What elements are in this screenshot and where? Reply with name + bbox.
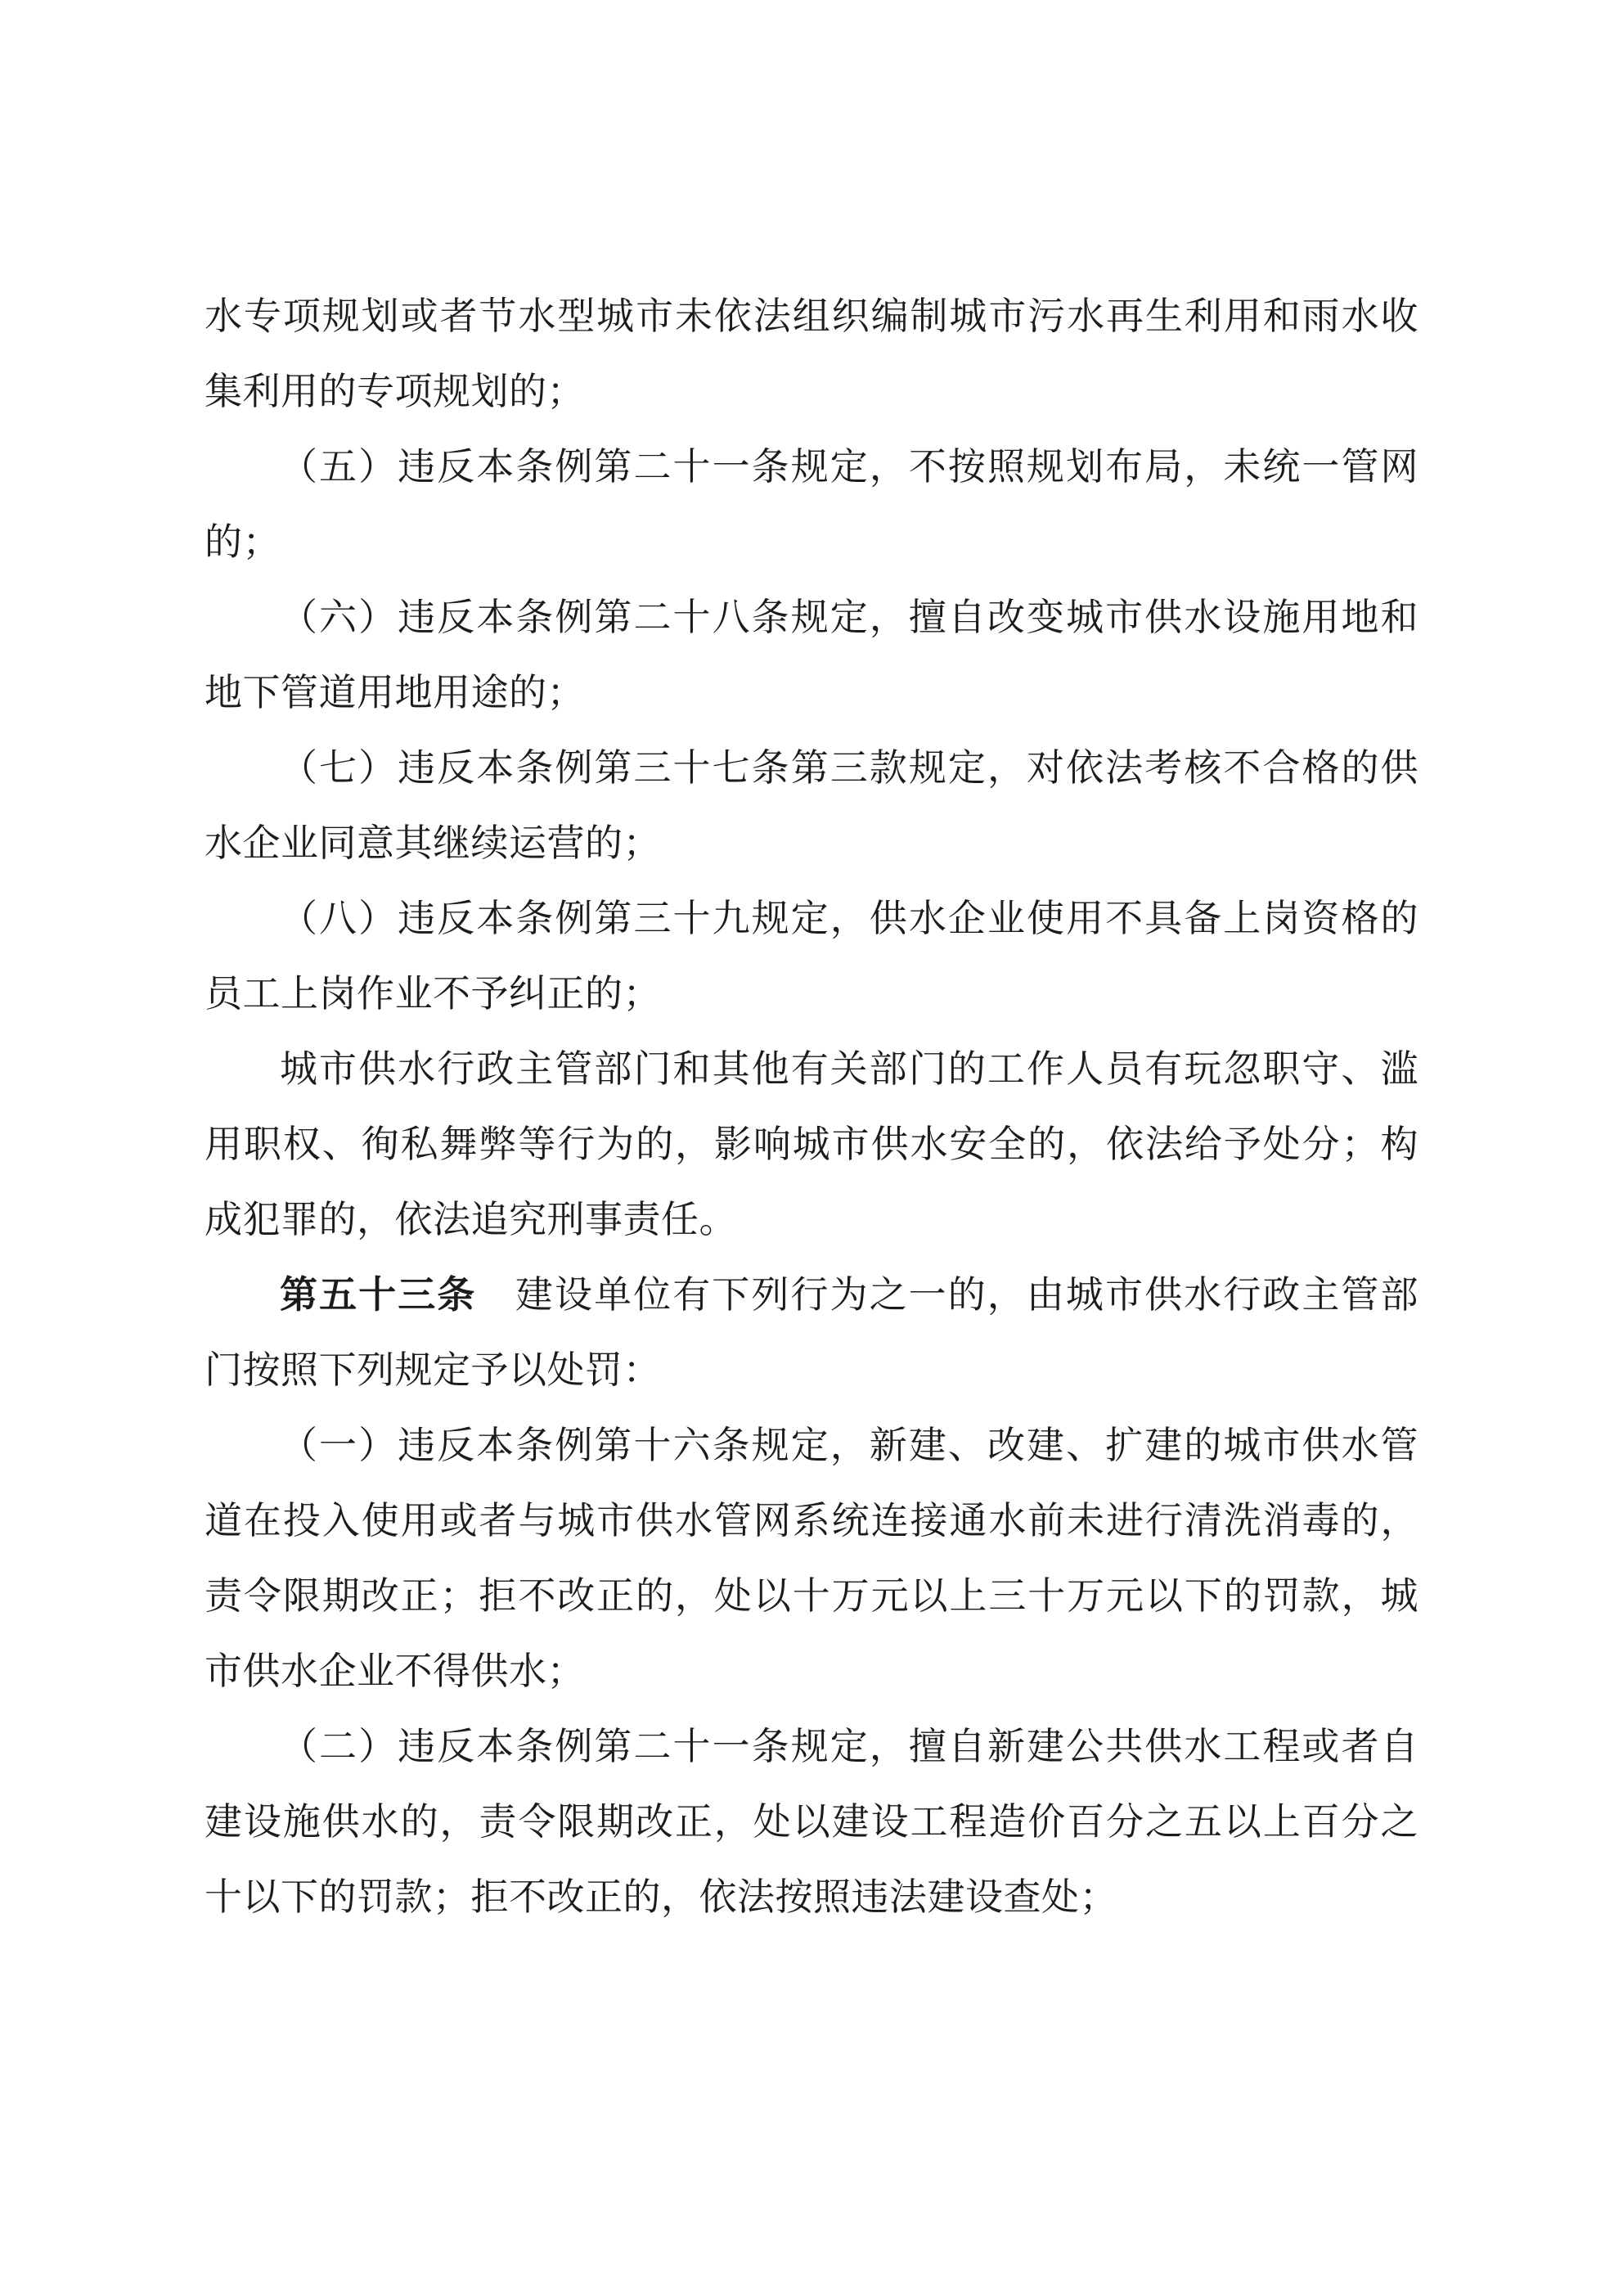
paragraph-clause-seven: （七）违反本条例第三十七条第三款规定，对依法考核不合格的供水企业同意其继续运营的；: [205, 745, 1418, 865]
article-53-item-2: （二）违反本条例第二十一条规定，擅自新建公共供水工程或者自建设施供水的，责令限期改正，处以建设工程造价百分之五以上百分之十以下的罚款；拒不改正的，依法按照违法建设查处；: [205, 1724, 1418, 1919]
paragraph-clause-six: （六）违反本条例第二十八条规定，擅自改变城市供水设施用地和地下管道用地用途的；: [205, 595, 1418, 714]
article-53-lead-text: 建设单位有下列行为之一的，由城市供水行政主管部门按照下列规定予以处罚：: [205, 1272, 1419, 1392]
paragraph-clause-eight: （八）违反本条例第三十九规定，供水企业使用不具备上岗资格的员工上岗作业不予纠正的；: [205, 896, 1418, 1015]
document-body: [205, 278, 1418, 1934]
paragraph-clause-five: （五）违反本条例第二十一条规定，不按照规划布局，未统一管网的；: [205, 444, 1418, 564]
article-53-number: 第五十三条: [280, 1272, 477, 1317]
article-53-heading-paragraph: [205, 1257, 1418, 1407]
article-53-item-1: （一）违反本条例第十六条规定，新建、改建、扩建的城市供水管道在投入使用或者与城市供水管网系统连接通水前未进行清洗消毒的，责令限期改正；拒不改正的，处以十万元以上三十万元以下的罚款，城市供水企业不得供水；: [205, 1423, 1418, 1693]
paragraph-staff-liability: 城市供水行政主管部门和其他有关部门的工作人员有玩忽职守、滥用职权、徇私舞弊等行为的，影响城市供水安全的，依法给予处分；构成犯罪的，依法追究刑事责任。: [205, 1047, 1418, 1241]
paragraph-continued-clause-four: 水专项规划或者节水型城市未依法组织编制城市污水再生利用和雨水收集利用的专项规划的；: [205, 294, 1418, 413]
